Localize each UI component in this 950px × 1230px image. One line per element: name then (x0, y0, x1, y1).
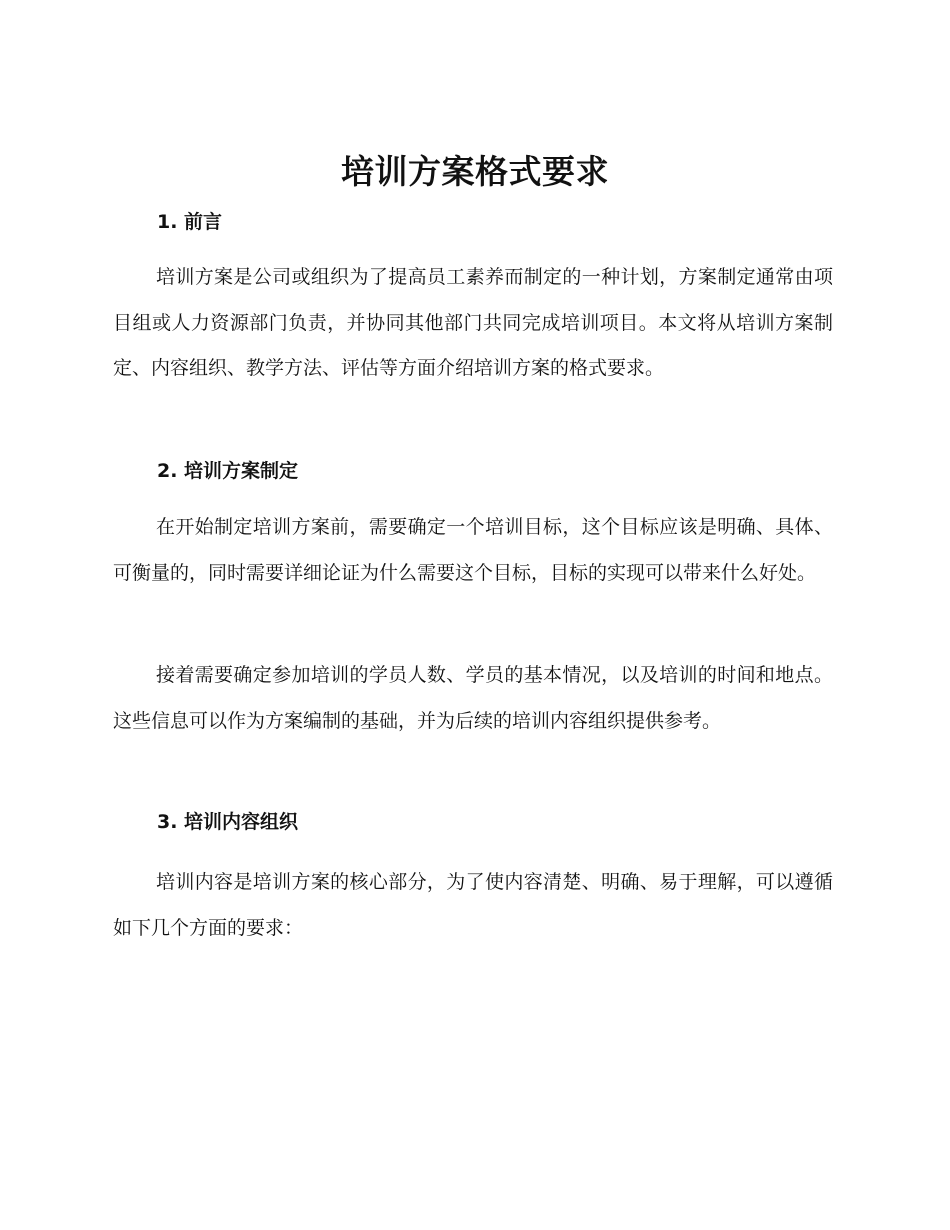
paragraph-plan-goal: 在开始制定培训方案前，需要确定一个培训目标，这个目标应该是明确、具体、可衡量的，同时需要详细论证为什么需要这个目标，目标的实现可以带来什么好处。 (113, 516, 833, 584)
paragraph-plan-trainees: 接着需要确定参加培训的学员人数、学员的基本情况，以及培训的时间和地点。这些信息可以作为方案编制的基础，并为后续的培训内容组织提供参考。 (113, 664, 833, 732)
section-heading-intro: 1. 前言 (157, 211, 223, 233)
paragraph-content: 培训内容是培训方案的核心部分，为了使内容清楚、明确、易于理解，可以遵循如下几个方面的要求： (113, 871, 833, 939)
document-title: 培训方案格式要求 (341, 152, 609, 191)
section-heading-plan: 2. 培训方案制定 (157, 460, 299, 482)
paragraph-intro: 培训方案是公司或组织为了提高员工素养而制定的一种计划，方案制定通常由项目组或人力资源部门负责，并协同其他部门共同完成培训项目。本文将从培训方案制定、内容组织、教学方法、评估等方面介绍培训方案的格式要求。 (113, 266, 833, 379)
section-heading-content: 3. 培训内容组织 (157, 811, 299, 833)
